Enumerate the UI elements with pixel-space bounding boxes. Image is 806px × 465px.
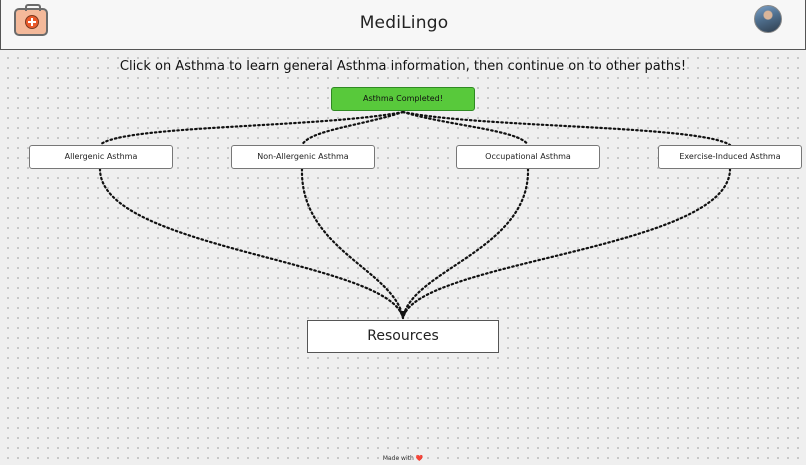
heart-icon: ❤️ [415, 455, 424, 462]
path-allergenic-asthma[interactable]: Allergenic Asthma [29, 145, 173, 169]
resources-button[interactable]: Resources [307, 320, 499, 353]
path-exercise-induced-asthma[interactable]: Exercise-Induced Asthma [658, 145, 802, 169]
footer-text: Made with [382, 455, 414, 462]
path-occupational-asthma[interactable]: Occupational Asthma [456, 145, 600, 169]
asthma-completed-button[interactable]: Asthma Completed! [331, 87, 475, 111]
instruction-text: Click on Asthma to learn general Asthma information, then continue on to other paths! [119, 59, 687, 74]
path-non-allergenic-asthma[interactable]: Non-Allergenic Asthma [231, 145, 375, 169]
app-title: MediLingo [359, 13, 449, 33]
footer [0, 455, 806, 462]
